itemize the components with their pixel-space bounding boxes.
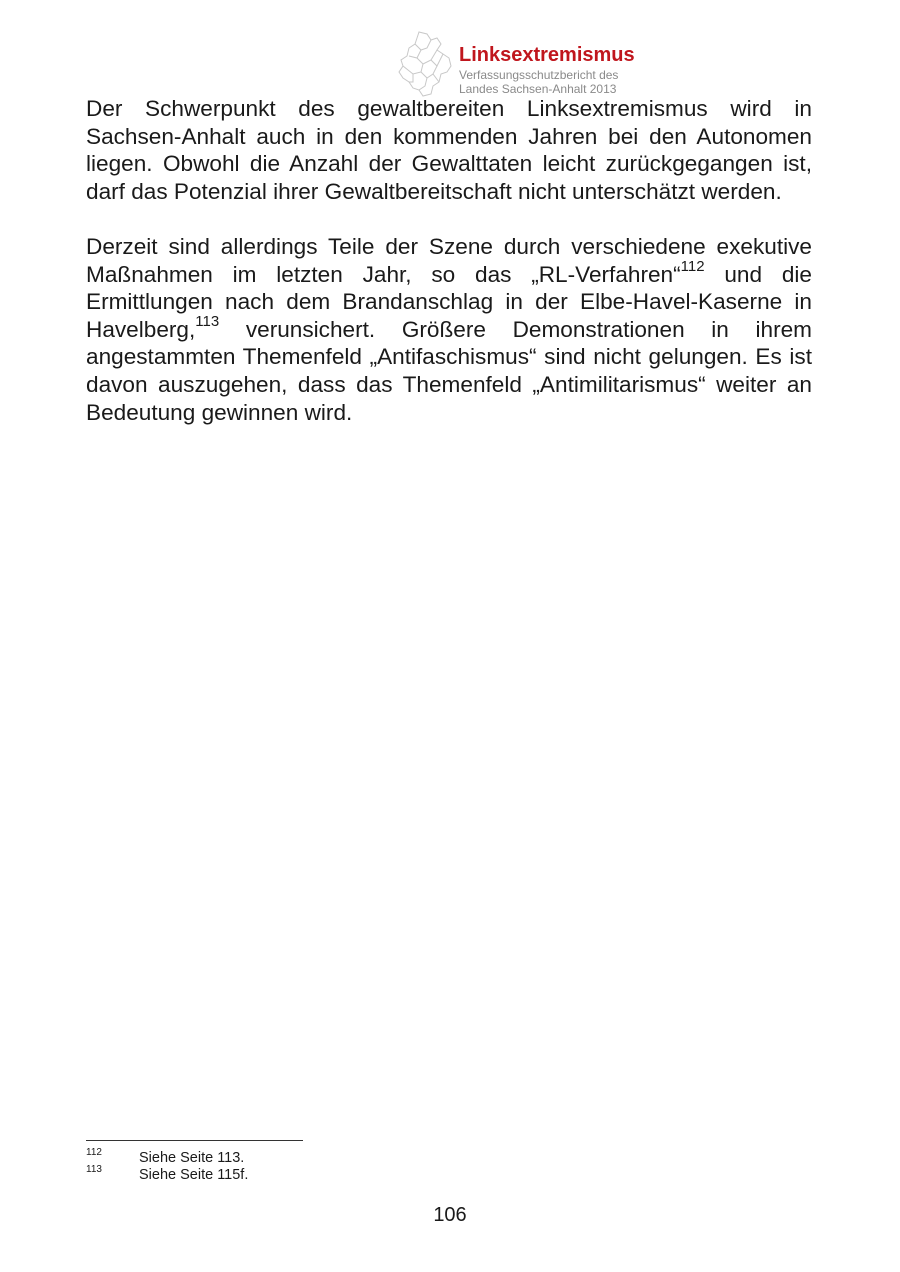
- header-title: Linksextremismus: [459, 44, 635, 66]
- paragraph-2: [86, 233, 812, 426]
- body-text: [86, 95, 812, 454]
- footnote-text: Siehe Seite 113.: [139, 1150, 245, 1166]
- paragraph-1: Der Schwerpunkt des gewaltbereiten Linksextremismus wird in Sachsen-Anhalt auch in den kommenden Jahren bei den Autonomen liegen. Obwohl die Anzahl der Gewalttaten leicht zurückgegangen ist, darf das Potenzial ihrer Gewaltbereitschaft nicht unterschätzt werden.: [86, 96, 812, 204]
- paragraph-2-part-b: und die Ermittlungen nach dem Brandanschlag in der Elbe-Havel-Kaserne in Havelberg,: [86, 261, 812, 342]
- footnote-number: 113: [86, 1164, 102, 1175]
- footnote-number: 112: [86, 1147, 102, 1158]
- header-subtitle-line2: Landes Sachsen-Anhalt 2013: [459, 82, 617, 96]
- footnote-ref-112: 112: [680, 258, 705, 276]
- paragraph-2-part-c: verunsichert. Größere Demonstrationen in ihrem angestammten Themenfeld „Antifaschismus“ sind nicht gelungen. Es ist davon auszugehen, dass das Themenfeld „Antimilitarismus“ weiter an Bedeutung gewinnen wird.: [86, 316, 812, 425]
- footnote-ref-113: 113: [195, 313, 220, 331]
- footnotes: [86, 1148, 486, 1182]
- page-number: 106: [433, 1204, 467, 1226]
- header-subtitle-line1: Verfassungsschutzbericht des: [459, 68, 619, 82]
- paragraph-2-part-a: Derzeit sind allerdings Teile der Szene durch verschiedene exekutive Maßnahmen im letzten Jahr, so das „RL-Verfahren“: [86, 233, 812, 287]
- footnote-112: [86, 1148, 486, 1165]
- saxony-anhalt-map-icon: [397, 30, 457, 98]
- footnote-text: Siehe Seite 115f.: [139, 1167, 249, 1183]
- footnote-113: [86, 1165, 486, 1182]
- footnote-separator: [86, 1140, 303, 1141]
- page-header: [397, 30, 717, 100]
